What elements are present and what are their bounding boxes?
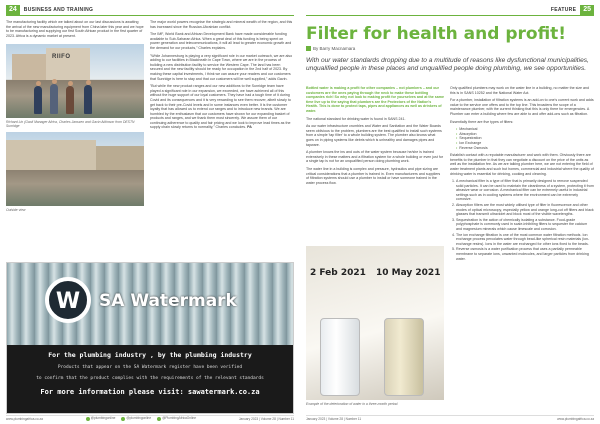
right-col1-para: A plumber knows the ins and outs of the water system because he/she is trained extensively in these matters and a filtration system for a whole building or even just for a single tap is not for an unqualified person doing plumbing work. bbox=[306, 150, 444, 164]
right-col2-para: For a plumber, installation of filtration systems is an add-on to one's current work and adds value to the service one offers and to the top line. This broadens the scope of a maintenance plumber, with the current thinking that this is only there for emergencies. A Plumber can enter a building where few are able to and offer add-ons such as filtration. bbox=[450, 98, 594, 116]
team-photo-caption: Richard Lin (Gaoli Manager Africa, Charles Janssen and Gavin Atkinson from DESTN Sunridge bbox=[6, 120, 135, 128]
sample-photo-caption: Example of the deterioration of water in a three-month period. bbox=[306, 402, 399, 406]
right-col2-para: Establish contact with a reputable manufacturer and work with them. Obviously there are benefits to the plumber in that they can negotiate a discount on the price of the units as well as the installation fee. As we are talking plumber here, we are not entering the field of water treatment plants and such but homes, commercial and industrial where the quality of drinking water is essential for drinking, cooking and cleaning. bbox=[450, 153, 594, 176]
outside-photo bbox=[6, 132, 144, 206]
sample-date-1: 2 Feb 2021 bbox=[310, 268, 366, 278]
left-col2-para: "But while the new product ranges and our new additions to the Sunridge team have played a significant role in our expansion, we exceeded, we have achieved all of this without the huge support of our loyal customers. They have had a tough time of it during Covid and its consequences and it is very rewarding to see them recover, albeit slowly to get back to their pre-Covid levels and in some instances even better. It is the customer loyalty that has allowed us to extend our ranges and to introduce new brands. We are humbled by the enthusiasm that our customers have shown for our expanding basket of products and ranges, and we thank them most sincerely. We assure them of our continuing adherence to quality and fair pricing and we look to improve lead times as the supply chain slowly returns to normality," Charles concludes. PA bbox=[150, 84, 291, 130]
left-col1-text bbox=[6, 20, 144, 41]
filter-note-item: 2. Absorption filters are the most widely utilised type of filter in fluorescence and other modes of optical microscopy, especially yellow and orange long-cut off filters and black glasses that transmit ultraviolet and block most of the visible wavelengths. bbox=[456, 203, 594, 217]
filter-note-item: 1. A mechanical filter is a type of filter that is primarily designed to remove suspended solid particles. It can be used to maintain the cleanliness of a system, protecting it from abrasive wear or corrosion. A mechanical filter can be extremely useful in industrial settings such as in cooling systems where the environment can be extremely corrosive. bbox=[456, 179, 594, 202]
left-page-number: 24 bbox=[6, 5, 20, 15]
left-footer-issue: January 2023 | Volume 28 | Number 11 bbox=[238, 416, 294, 421]
water-sample-photo bbox=[306, 246, 444, 400]
left-col2-para: The major world powers recognise the strategic and mineral wealth of the region, and this has increased since the Russian-Ukrainian conflict. bbox=[150, 20, 293, 29]
right-col1-para: The water line in a building is complex and pressure, hydraulics and pipe sizing are critical considerations that a plumber is trained in. Even manufacturers and suppliers of filtration systems should use a plumber to install or have someone trained in the water process flow. bbox=[306, 166, 441, 185]
left-col2-para: The IMF, World Bank and African Development Bank have made considerable funding available to Sub-Saharan Africa. When a great deal of this funding is being spent on power generation and telecommunications, it will all lead to greater economic growth and the demand for our products," Charles explains. bbox=[150, 32, 292, 50]
riifo-sign: RIIFO bbox=[52, 54, 71, 60]
ad-line-4: For more information please visit: sawatermark.co.za bbox=[40, 388, 260, 396]
article-title: Filter for health and profit! bbox=[306, 24, 567, 44]
author-marker-icon bbox=[306, 46, 311, 51]
social-links bbox=[86, 416, 196, 420]
social-link-2[interactable]: @plumbingonline bbox=[121, 416, 151, 420]
filter-type-item: • Ion Exchange bbox=[456, 141, 594, 146]
ad-brand: SA Watermark bbox=[99, 291, 237, 311]
left-col2-para: "While Johannesburg is playing a very significant role in our market outreach, we are also adding to our facilities in Blackheath in Cape Town, where we are in the process of building a new distribution facility to service the Western Cape. The land has been secured and the new facility should be ready for occupation in the 2nd half of 2023. By making these capital investments, I think we can assure your readers and our customers that Sunridge is here to stay and that our customers will be well supplied," adds Gavin. bbox=[150, 53, 293, 81]
standfirst: With our water standards dropping due to a multitude of reasons like dysfunctional municipalities, unqualified people in these places and unqualified people doing plumbing, we see opportunities. bbox=[306, 57, 589, 72]
byline bbox=[306, 46, 355, 51]
right-col2-text bbox=[450, 86, 594, 262]
filter-types-list bbox=[456, 127, 594, 150]
right-col1-para: The national standard for drinking water is found in SANS 241. bbox=[306, 116, 406, 121]
left-section-title: BUSINESS AND TRAINING bbox=[23, 7, 94, 13]
ad-line-1: For the plumbing industry , by the plumbing industry bbox=[48, 351, 252, 359]
right-page-header bbox=[306, 5, 594, 16]
sample-date-2: 10 May 2021 bbox=[376, 268, 441, 278]
filter-note-item: 4. The ion exchange filtration is one of the most common water filtration methods. Ion exchange process percolates water through bead-like spherical resin materials (ion-exchange resins). Ions in the water are exchanged for other ions fixed to the beads. bbox=[456, 233, 594, 247]
right-footer bbox=[306, 415, 594, 421]
team-photo bbox=[6, 44, 144, 118]
right-col1-text bbox=[306, 86, 444, 188]
filter-note-item: 3. Sequestration is the action of chemically isolating a substance. Food-grade polyphosphate is commonly used in scale-inhibiting filters to sequester the calcium and magnesium minerals which cause limescale and corrosion. bbox=[456, 218, 594, 232]
filter-type-item: • Mechanical bbox=[456, 127, 594, 132]
filter-type-item: • Reverse Osmosis bbox=[456, 146, 594, 151]
right-page-number: 25 bbox=[580, 5, 594, 15]
right-page bbox=[300, 0, 600, 424]
left-footer bbox=[6, 415, 294, 421]
right-col2-para: Essentially there are five types of filters: bbox=[450, 119, 514, 124]
social-link-3[interactable]: @PlumbingAfricaOnline bbox=[157, 416, 196, 420]
linkedin-icon bbox=[157, 417, 161, 421]
ad-text-band bbox=[7, 345, 293, 414]
outside-photo-caption: Outside view bbox=[6, 208, 26, 212]
left-col2-text bbox=[150, 20, 294, 133]
left-page-header bbox=[6, 5, 294, 16]
right-footer-issue: January 2023 | Volume 28 | Number 11 bbox=[306, 416, 362, 421]
sa-watermark-ad[interactable] bbox=[6, 262, 294, 414]
intro-paragraph: Bottled water is making a profit for other companies – not plumbers – and our customers are the ones paying through the neck to make these bottling companies rich! So why not look to making profit for yourselves and at the same time live up to the saying that plumbers are the Protectors of the Nation's Health. This is done to protect taps, pipes and appliances as well as drinkers of water. bbox=[306, 86, 444, 113]
author-name: By Barry Macnamara bbox=[313, 46, 356, 51]
right-col2-para: Only qualified plumbers may work on the water line in a building, no matter the size and this is in SANS 10252 and the National Water Act. bbox=[450, 86, 590, 95]
end-mark: PA bbox=[247, 125, 252, 130]
filter-type-item: • Sequestration bbox=[456, 136, 594, 141]
right-footer-site[interactable]: www.plumbingafrica.co.za bbox=[557, 416, 594, 421]
watermark-logo-icon bbox=[45, 277, 91, 323]
social-link-1[interactable]: @plumbingonline bbox=[86, 416, 116, 420]
left-footer-site[interactable]: www.plumbingafrica.co.za bbox=[6, 416, 43, 421]
ad-line-2: Products that appear on the SA Watermark register have been verified bbox=[57, 365, 243, 370]
ad-line-3: to confirm that the product complies with the requirements of the relevant standards bbox=[36, 376, 264, 381]
facebook-icon bbox=[86, 417, 90, 421]
sample-bottle-2 bbox=[384, 318, 424, 396]
right-col1-para: As our water infrastructure crumbles and Water and Sanitation and the Water Boards seem oblivious to the problem, plumbers are the best qualified to install such systems from a simple 'tap filter' to a whole building system. The plumber also knows what goes on in piping systems like debris which is unhealthy and damages pipes and tapware. bbox=[306, 124, 442, 147]
filter-type-item: • Absorption bbox=[456, 132, 594, 137]
twitter-icon bbox=[121, 417, 125, 421]
filter-notes-list bbox=[456, 179, 594, 261]
filter-note-item: 5. Reverse osmosis is a water purification process that uses a partially permeable membrane to separate ions, unwanted molecules, and larger particles from drinking water. bbox=[456, 247, 594, 261]
sample-bottle-1 bbox=[320, 318, 360, 396]
right-section-title: FEATURE bbox=[550, 7, 577, 13]
left-col1-para: The manufacturing facility which we talked about on our last discussions is awaiting the arrival of the new manufacturing equipment from China later this year and we hope to be manufacturing and supplying our first South African product in the first quarter of 2023. Africa is a dynamic market at present. bbox=[6, 20, 144, 38]
